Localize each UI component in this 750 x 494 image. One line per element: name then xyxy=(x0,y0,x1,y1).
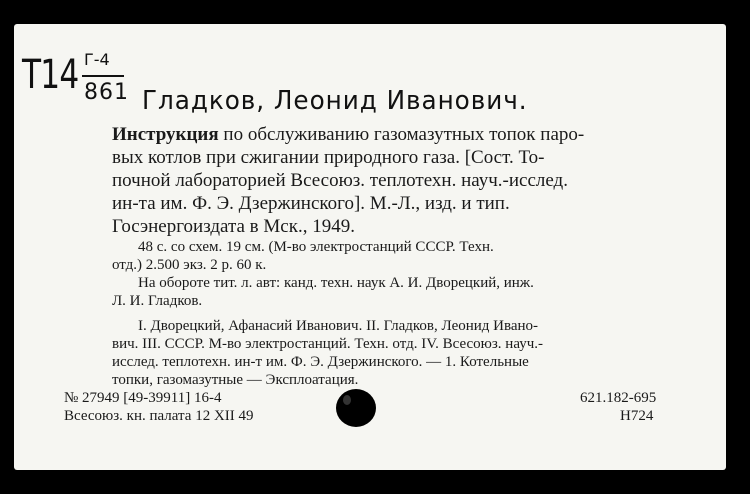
title-line: почной лабораторией Всесоюз. теплотехн. науч.-исслед. xyxy=(112,170,568,191)
title-line-rest: по обслуживанию газомазутных топок паро- xyxy=(218,124,585,145)
title-lead-word: Инструкция xyxy=(112,124,219,145)
title-line: Госэнергоиздата в Мск., 1949. xyxy=(112,216,355,237)
shelf-mark-bottom: 861 xyxy=(84,80,129,105)
punch-hole-icon xyxy=(330,385,382,431)
note-line: Л. И. Гладков. xyxy=(112,293,203,309)
title-line: ин-та им. Ф. Э. Дзержинского]. М.-Л., изд. и тип. xyxy=(112,193,510,214)
shelf-mark: T14 xyxy=(22,52,79,98)
tracing-line: I. Дворецкий, Афанасий Иванович. II. Гладков, Леонид Ивано- xyxy=(138,318,539,334)
tracing-line: исслед. теплотехн. ин-т им. Ф. Э. Дзержинского. — 1. Котельные xyxy=(112,354,529,370)
classification-code: 621.182-695 xyxy=(580,390,657,406)
author-heading: Гладков, Леонид Иванович. xyxy=(142,86,528,116)
catalog-card xyxy=(14,24,726,470)
physical-description-line: отд.) 2.500 экз. 2 р. 60 к. xyxy=(112,257,267,273)
record-number: № 27949 [49-39911] 16-4 xyxy=(64,390,222,406)
tracing-line: вич. III. СССР. М-во электростанций. Техн. отд. IV. Всесоюз. науч.- xyxy=(112,336,544,352)
physical-description-line: 48 с. со схем. 19 см. (М-во электростанций СССР. Техн. xyxy=(138,239,494,255)
title-line xyxy=(112,124,584,146)
author-code: Н724 xyxy=(620,408,654,424)
shelf-mark-divider xyxy=(82,75,124,77)
book-chamber-stamp: Всесоюз. кн. палата 12 XII 49 xyxy=(64,408,254,424)
title-line: вых котлов при сжигании природного газа. [Сост. То- xyxy=(112,147,545,168)
shelf-mark-top: Г-4 xyxy=(84,50,110,69)
tracing-line: топки, газомазутные — Эксплоатация. xyxy=(112,372,359,388)
note-line: На обороте тит. л. авт: канд. техн. наук А. И. Дворецкий, инж. xyxy=(138,275,534,291)
